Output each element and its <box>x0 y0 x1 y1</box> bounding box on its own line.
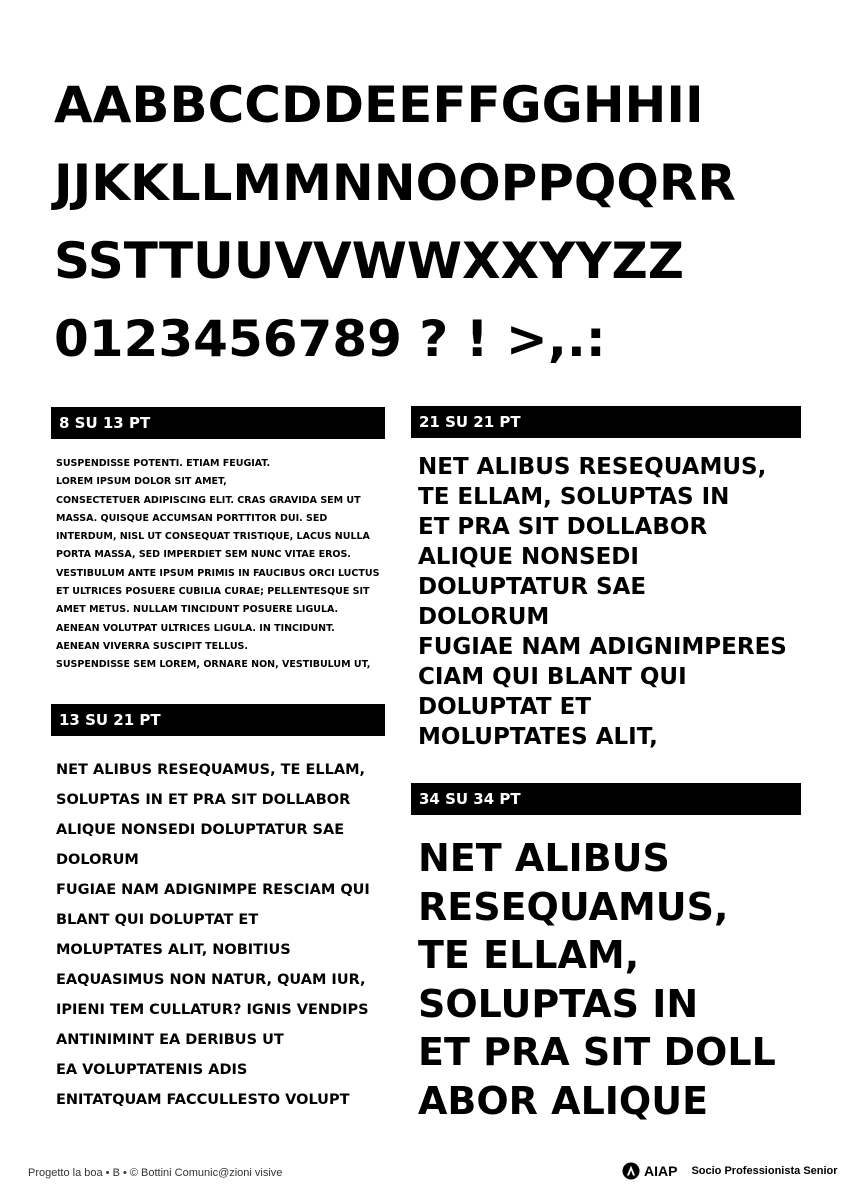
sample-line: FUGIAE NAM ADIGNIMPE RESCIAM QUI <box>56 882 370 898</box>
sample-line: ET ULTRICES POSUERE CUBILIA CURAE; PELLENTESQUE SIT <box>56 586 370 598</box>
footer-credit: Progetto la boa • B • © Bottini Comunic@zioni visive <box>28 1167 283 1179</box>
sample-line: INTERDUM, NISL UT CONSEQUAT TRISTIQUE, LACUS NULLA <box>56 531 370 543</box>
sample-line: RESEQUAMUS, <box>418 884 729 929</box>
sample-line: MOLUPTATES ALIT, NOBITIUS <box>56 942 291 958</box>
sample-line: NET ALIBUS RESEQUAMUS, <box>418 454 767 480</box>
glyph-line-uppercase-a-i: AABBCCDDEEFFGGHHII <box>54 76 704 134</box>
sample-line: NET ALIBUS <box>418 836 670 880</box>
sample-line: ANTINIMINT EA DERIBUS UT <box>56 1032 284 1048</box>
sample-line: ET PRA SIT DOLL <box>418 1030 776 1074</box>
sample-line: SOLUPTAS IN ET PRA SIT DOLLABOR <box>56 792 351 808</box>
sample-line: ET PRA SIT DOLLABOR <box>418 514 708 540</box>
sample-text-8pt <box>56 455 379 675</box>
sample-line: SUSPENDISSE SEM LOREM, ORNARE NON, VESTIBULUM UT, <box>56 659 371 671</box>
glyph-line-numerals-punctuation: 0123456789 ? ! >,.: <box>54 310 606 368</box>
footer-membership <box>622 1160 838 1182</box>
section-header-21pt: 21 SU 21 PT <box>411 406 801 438</box>
sample-line: ALIQUE NONSEDI <box>418 544 639 570</box>
membership-label: Socio Professionista Senior <box>691 1165 838 1177</box>
sample-line: DOLUPTAT ET <box>418 694 592 720</box>
section-header-34pt: 34 SU 34 PT <box>411 783 801 815</box>
sample-line: IPIENI TEM CULLATUR? IGNIS VENDIPS <box>56 1002 369 1018</box>
glyph-specimen <box>54 66 814 378</box>
sample-line: BLANT QUI DOLUPTAT ET <box>56 912 259 928</box>
sample-line: TE ELLAM, <box>418 933 640 977</box>
glyph-line-uppercase-s-z: SSTTUUVVWWXXYYZZ <box>54 232 685 290</box>
sample-text-34pt <box>418 834 776 1125</box>
sample-line: CONSECTETUER ADIPISCING ELIT. CRAS GRAVIDA SEM UT <box>56 494 361 506</box>
sample-line: AMET METUS. NULLAM TINCIDUNT POSUERE LIGULA. <box>56 604 339 616</box>
sample-text-13pt <box>56 755 370 1115</box>
glyph-line-uppercase-j-r: JJKKLLMMNNOOPPQQRR <box>54 154 736 212</box>
sample-line: PORTA MASSA, SED IMPERDIET SEM NUNC VITAE EROS. <box>56 549 351 561</box>
aiap-logo-icon <box>622 1162 640 1180</box>
sample-line: LOREM IPSUM DOLOR SIT AMET, <box>56 476 227 488</box>
sample-line: MOLUPTATES ALIT, <box>418 724 658 750</box>
sample-line: ALIQUE NONSEDI DOLUPTATUR SAE <box>56 822 345 838</box>
sample-line: TE ELLAM, SOLUPTAS IN <box>418 484 730 510</box>
sample-line: AENEAN VIVERRA SUSCIPIT TELLUS. <box>56 640 249 652</box>
sample-line: DOLORUM <box>418 604 550 630</box>
sample-line: EAQUASIMUS NON NATUR, QUAM IUR, <box>56 972 366 988</box>
sample-line: ENITATQUAM FACCULLESTO VOLUPT <box>56 1092 350 1108</box>
sample-line: NET ALIBUS RESEQUAMUS, TE ELLAM, <box>56 762 366 778</box>
sample-line: FUGIAE NAM ADIGNIMPERES <box>418 634 787 660</box>
sample-line: VESTIBULUM ANTE IPSUM PRIMIS IN FAUCIBUS ORCI LUCTUS <box>56 567 380 579</box>
sample-line: SUSPENDISSE POTENTI. ETIAM FEUGIAT. <box>56 458 271 469</box>
sample-line: MASSA. QUISQUE ACCUMSAN PORTTITOR DUI. SED <box>56 512 328 524</box>
sample-text-21pt <box>418 452 787 752</box>
sample-line: EA VOLUPTATENIS ADIS <box>56 1062 248 1078</box>
section-header-13pt: 13 SU 21 PT <box>51 704 385 736</box>
sample-line: DOLORUM <box>56 852 139 868</box>
aiap-logo-text: AIAP <box>644 1163 678 1179</box>
sample-line: CIAM QUI BLANT QUI <box>418 664 687 690</box>
section-header-8pt: 8 SU 13 PT <box>51 407 385 439</box>
sample-line: ABOR ALIQUE <box>418 1078 709 1123</box>
sample-line: SOLUPTAS IN <box>418 981 699 1026</box>
sample-line: AENEAN VOLUTPAT ULTRICES LIGULA. IN TINCIDUNT. <box>56 622 335 634</box>
sample-line: DOLUPTATUR SAE <box>418 574 647 600</box>
